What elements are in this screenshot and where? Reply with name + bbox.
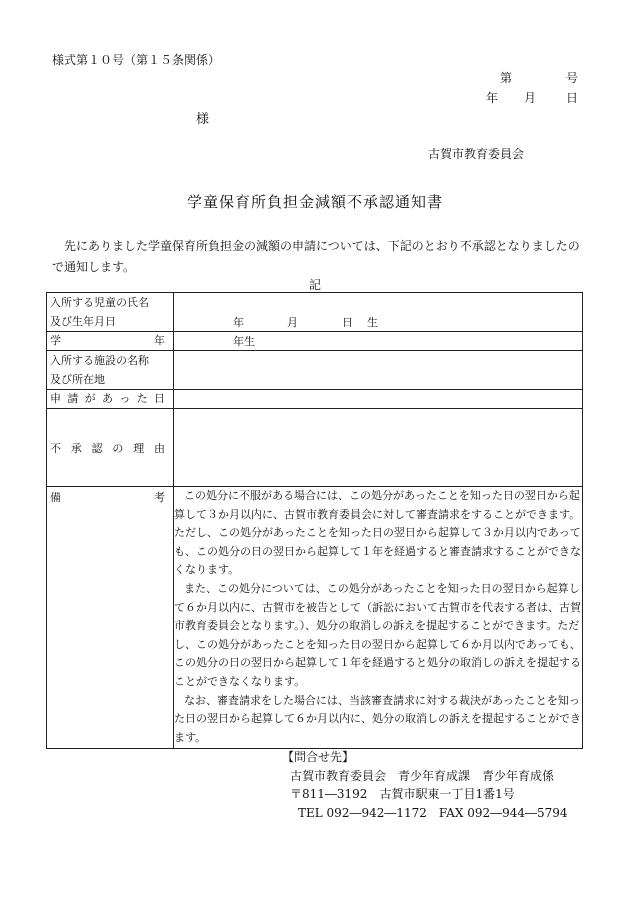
label-char: 請 (67, 392, 79, 405)
month-label: 月 (524, 91, 537, 105)
label-char: あ (101, 392, 113, 405)
label-line: 入所する児童の氏名 (50, 296, 149, 309)
birth-day-label: 日 (342, 316, 353, 329)
table-row (47, 390, 583, 409)
recipient-suffix: 様 (196, 112, 210, 127)
child-name-value[interactable] (174, 293, 583, 332)
grade-suffix: 年生 (233, 335, 255, 348)
contact-organization: 古賀市教育委員会 青少年育成課 青少年育成係 (290, 769, 555, 783)
table-row (47, 409, 583, 487)
table-row (47, 487, 583, 749)
label-char: た (136, 392, 148, 405)
label-char: 申 (50, 392, 61, 405)
contact-heading: 【問合せ先】 (282, 750, 355, 764)
label-char: 日 (153, 392, 165, 405)
contact-address: 〒811―3192 古賀市駅東一丁目1番1号 (290, 787, 515, 801)
application-date-value[interactable] (174, 390, 583, 409)
birth-month-label: 月 (287, 316, 298, 329)
table-row (47, 332, 583, 351)
label-char: 不 (50, 441, 61, 455)
birth-year-label: 年 (233, 316, 244, 329)
facility-label (47, 351, 174, 390)
ki-marker: 記 (308, 278, 321, 292)
remarks-paragraph: この処分に不服がある場合には、この処分があったことを知った日の翌日から起算して３か月以内に、古賀市教育委員会に対して審査請求をすることができます。ただし、この処分があったことを知った日の翌日から起算して３か月以内であっても、この処分の日の翌日から起算して１年を経過すると審査請求することができなくなります。 (174, 489, 581, 577)
label-char: 備 (50, 491, 61, 504)
rejection-reason-label (47, 409, 174, 487)
label-char: 承 (70, 441, 82, 455)
label-line: 及び所在地 (50, 373, 105, 386)
go-label: 号 (566, 71, 579, 85)
application-date-label (47, 390, 174, 409)
document-title: 学童保育所負担金減額不承認通知書 (186, 193, 443, 211)
label-char: 年 (154, 334, 165, 347)
label-char: 学 (50, 334, 61, 347)
notice-body: 先にありました学童保育所負担金の減額の申請については、下記のとおり不承認となりましたので通知します。 (52, 239, 580, 274)
dai-label: 第 (500, 71, 513, 85)
child-name-label (47, 293, 174, 332)
contact-phone-fax: TEL 092―942―1172 FAX 092―944―5794 (298, 806, 568, 820)
remarks-paragraph: また、この処分については、この処分があったことを知った日の翌日から起算して６か月以内に、古賀市を被告として（訴訟において古賀市を代表する者は、古賀市教育委員会となります。）、処分の取消しの訴えを提起することができます。ただし、この処分があったことを知った日の翌日から起算して６か月以内であっても、この処分の日の翌日から起算して１年を経過すると処分の取消しの訴えを提起することができなくなります。 (174, 581, 581, 688)
issuer-name: 古賀市教育委員会 (428, 147, 525, 161)
remarks-paragraph: なお、審査請求をした場合には、当該審査請求に対する裁決があったことを知った日の翌日から起算して６か月以内に、処分の取消しの訴えを提起することができます。 (174, 693, 581, 744)
label-char: 認 (91, 441, 103, 455)
label-char: 考 (154, 491, 165, 504)
label-line: 入所する施設の名称 (50, 354, 149, 367)
label-char: の (112, 441, 124, 455)
label-char: が (84, 392, 96, 405)
facility-value[interactable] (174, 351, 583, 390)
label-line: 及び生年月日 (50, 315, 116, 328)
label-char: 理 (133, 441, 145, 455)
details-table (46, 292, 583, 749)
grade-label (47, 332, 174, 351)
year-label: 年 (486, 91, 499, 105)
remarks-label (47, 487, 174, 749)
table-row (47, 351, 583, 390)
remarks-text (174, 487, 583, 749)
label-char: っ (119, 392, 131, 405)
table-row (47, 293, 583, 332)
birth-sei-label: 生 (367, 316, 378, 329)
label-char: 由 (153, 441, 165, 455)
grade-value[interactable] (174, 332, 583, 351)
form-number: 様式第１０号（第１５条関係） (52, 53, 221, 67)
rejection-reason-value[interactable] (174, 409, 583, 487)
day-label: 日 (566, 91, 579, 105)
